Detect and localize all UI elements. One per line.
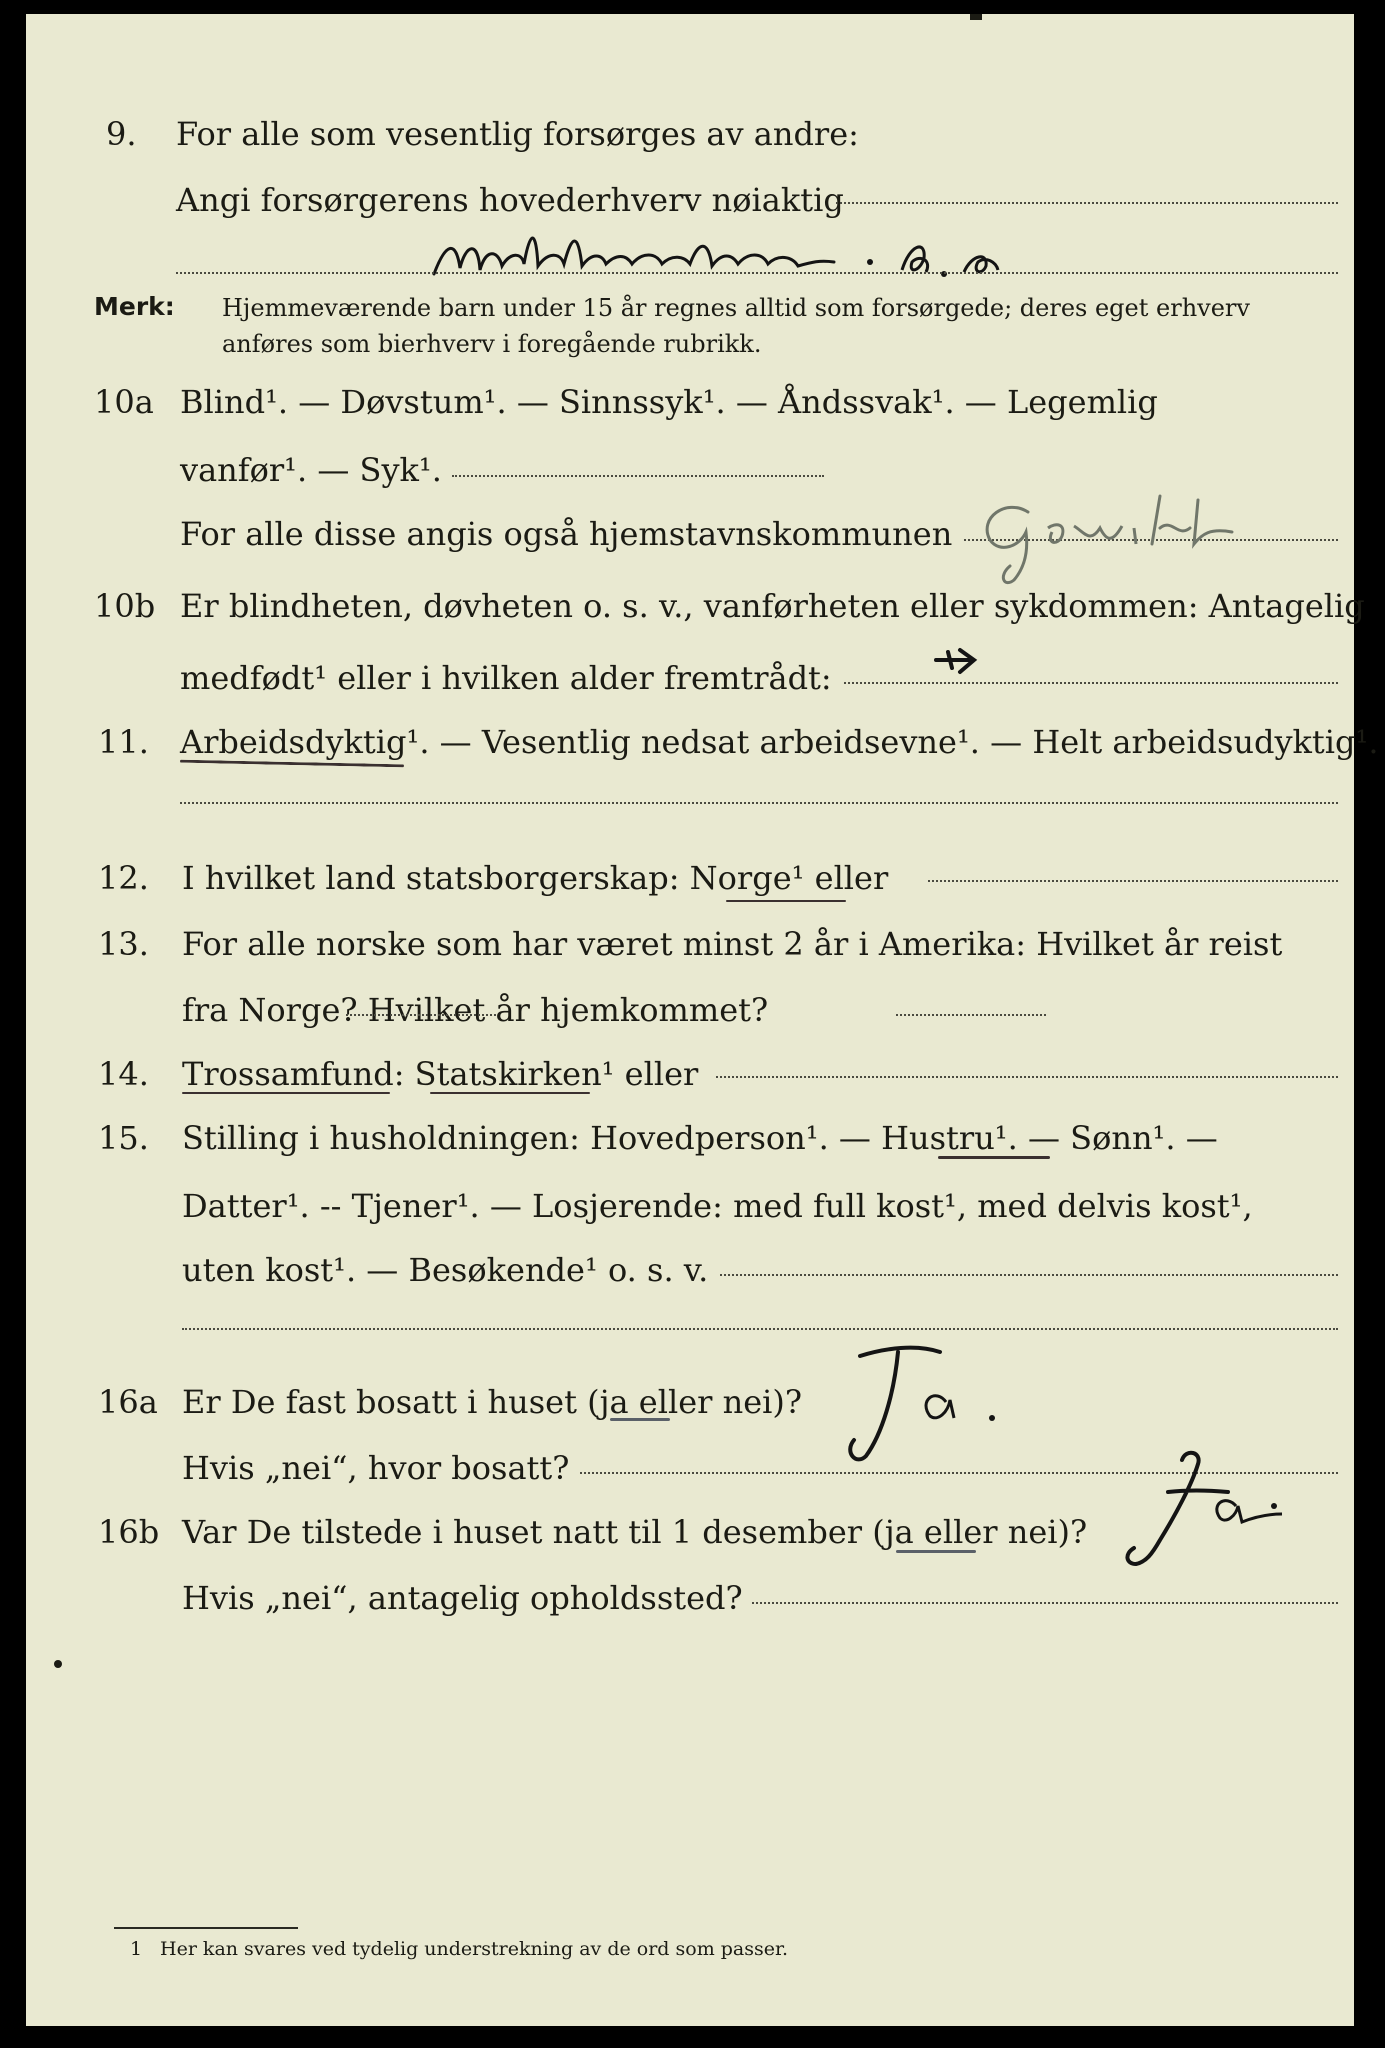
footnote-rule (114, 1927, 298, 1929)
census-form-page (26, 14, 1379, 2026)
q9-answer-line-2 (176, 272, 1338, 274)
item-number-16b: 16b (98, 1513, 160, 1551)
q9-line1: For alle som vesentlig forsørges av andre: (176, 115, 859, 153)
q16b-line2: Hvis „nei“, antagelig opholdssted? (182, 1579, 743, 1617)
q13-line1: For alle norske som har været minst 2 år i Amerika: Hvilket år reist (182, 925, 1283, 963)
q10a-line1: Blind¹. — Døvstum¹. — Sinnssyk¹. — Åndssvak¹. — Legemlig (180, 383, 1158, 421)
q14-underline-trossamfund (182, 1092, 390, 1094)
q10b-answer-line (844, 682, 1338, 684)
q15-answer-line-2 (182, 1328, 1338, 1330)
q15-answer-line (720, 1274, 1338, 1276)
q10b-handwritten-mark (930, 640, 1000, 680)
q16b-underline-ja (896, 1550, 976, 1553)
q12-underline-norge (726, 900, 846, 902)
item-number-15: 15. (98, 1119, 149, 1157)
q14-line1: Trossamfund: Statskirken¹ eller (182, 1055, 699, 1093)
q10b-line2: medfødt¹ eller i hvilken alder fremtrådt: (180, 659, 832, 697)
q10a-line3: For alle disse angis også hjemstavnskommunen (180, 515, 953, 553)
item-number-10b: 10b (94, 587, 156, 625)
q16a-line2: Hvis „nei“, hvor bosatt? (182, 1449, 570, 1487)
q16a-line1: Er De fast bosatt i huset (ja eller nei)? (182, 1383, 803, 1421)
q9-answer-line (836, 202, 1338, 204)
q16b-answer-line (752, 1602, 1338, 1604)
q13-departure-line (346, 1014, 496, 1016)
item-number-13: 13. (98, 925, 149, 963)
q15-line3: uten kost¹. — Besøkende¹ o. s. v. (182, 1251, 709, 1289)
q16b-line1: Var De tilstede i huset natt til 1 desember (ja eller nei)? (182, 1513, 1088, 1551)
item-number-16a: 16a (98, 1383, 158, 1421)
q10a-handwritten-answer (966, 488, 1286, 588)
q13-line2: fra Norge? Hvilket år hjemkommet? (182, 991, 769, 1029)
q11-line1: Arbeidsdyktig¹. — Vesentlig nedsat arbeidsevne¹. — Helt arbeidsudyktig¹. (180, 723, 1379, 761)
merk-line1: Hjemmeværende barn under 15 år regnes alltid som forsørgede; deres eget erhverv (222, 294, 1250, 322)
q16a-handwritten-answer (826, 1344, 1056, 1474)
q14-underline-statskirken (430, 1092, 590, 1094)
q10a-answer-line (452, 475, 824, 477)
item-number-14: 14. (98, 1055, 149, 1093)
item-number-12: 12. (98, 859, 149, 897)
q14-answer-line (716, 1076, 1338, 1078)
q15-underline-hustru (938, 1156, 1050, 1159)
top-edge-mark (970, 14, 982, 20)
item-number-10a: 10a (94, 383, 154, 421)
q9-handwritten-answer (426, 222, 1306, 292)
margin-ink-dot (54, 1660, 62, 1668)
q12-line1: I hvilket land statsborgerskap: Norge¹ eller (182, 859, 889, 897)
q13-return-line (896, 1014, 1046, 1016)
q10a-line2: vanfør¹. — Syk¹. (180, 451, 442, 489)
q12-answer-line (928, 880, 1338, 882)
q11-answer-line (180, 802, 1338, 804)
q10b-line1: Er blindheten, døvheten o. s. v., vanførheten eller sykdommen: Antagelig (180, 587, 1365, 625)
q16b-handwritten-answer (1106, 1444, 1306, 1594)
q15-line2: Datter¹. -- Tjener¹. — Losjerende: med full kost¹, med delvis kost¹, (182, 1187, 1253, 1225)
merk-label: Merk: (94, 292, 175, 321)
item-number-9: 9. (106, 115, 137, 153)
q15-line1: Stilling i husholdningen: Hovedperson¹. — Hustru¹. — Sønn¹. — (182, 1119, 1218, 1157)
footnote-marker: 1 (130, 1938, 143, 1960)
footnote-text: Her kan svares ved tydelig understrekning av de ord som passer. (160, 1938, 789, 1960)
q16a-underline-ja (610, 1418, 670, 1421)
merk-line2: anføres som bierhverv i foregående rubrikk. (222, 330, 762, 358)
item-number-11: 11. (98, 723, 149, 761)
q9-line2: Angi forsørgerens hovederhverv nøiaktig (176, 181, 844, 219)
